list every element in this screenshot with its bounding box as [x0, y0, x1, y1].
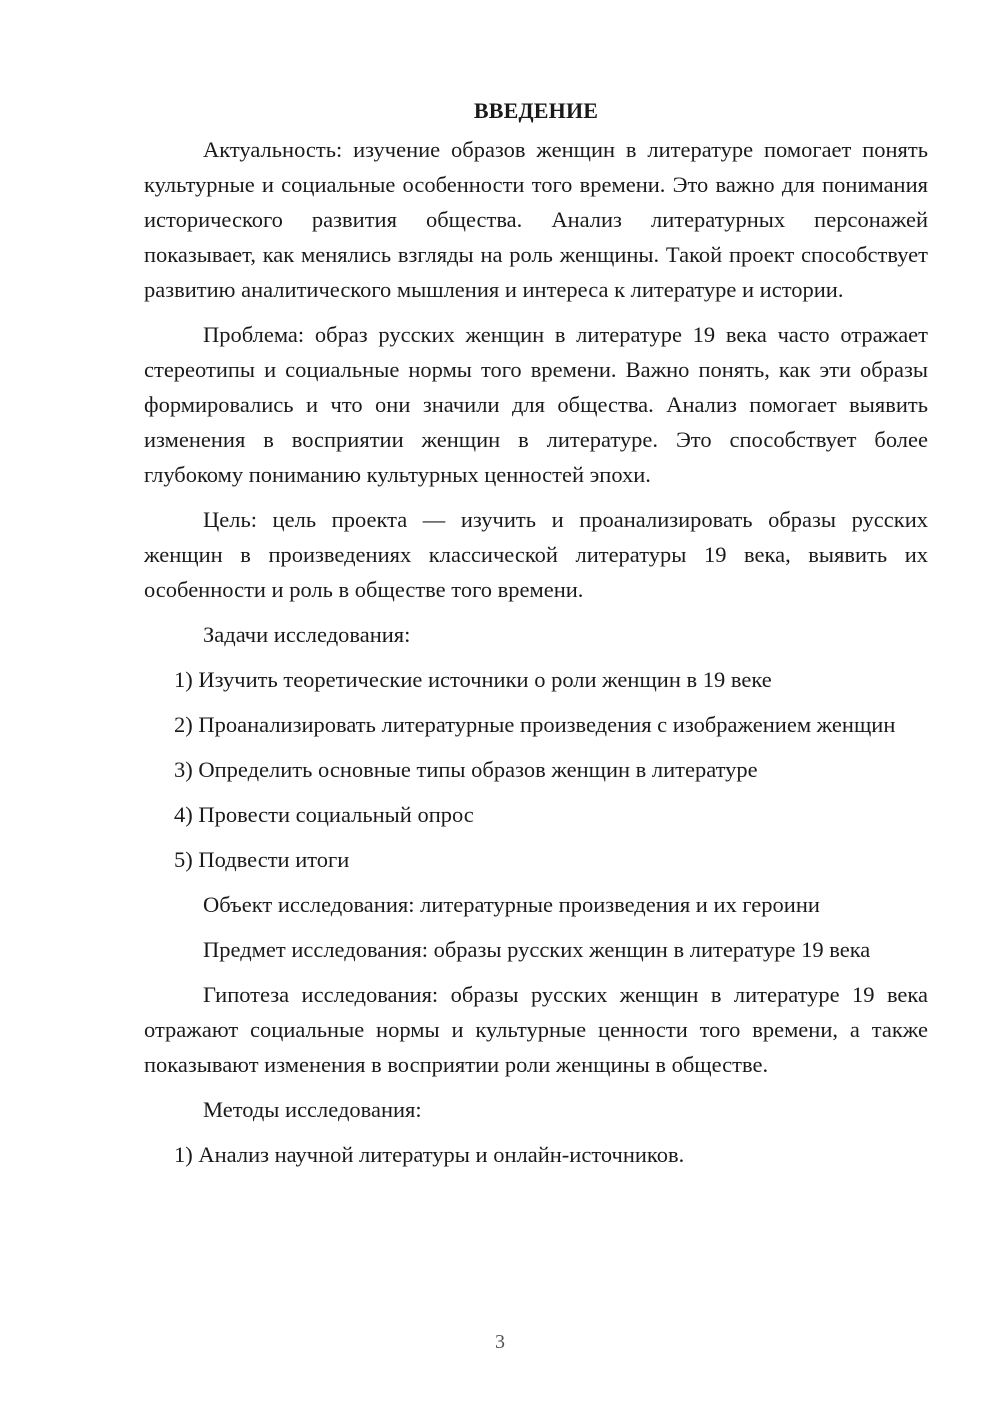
hypothesis-paragraph: Гипотеза исследования: образы русских женщин в литературе 19 века отражают социальные нормы и культурные ценности того времени, а также показывают изменения в восприятии роли женщины в обществе. — [144, 982, 928, 1077]
task-item: 1) Изучить теоретические источники о роли женщин в 19 веке — [174, 667, 772, 692]
subject-paragraph: Предмет исследования: образы русских женщин в литературе 19 века — [203, 937, 871, 962]
section-heading: ВВЕДЕНИЕ — [473, 98, 599, 123]
relevance-paragraph: Актуальность: изучение образов женщин в литературе помогает понять культурные и социальные особенности того времени. Это важно для понимания исторического развития общества. Анализ литературных персонажей показывает, как менялись взгляды на роль женщины. Такой проект способствует развитию аналитического мышления и интереса к литературе и истории. — [144, 137, 928, 302]
task-item: 2) Проанализировать литературные произведения с изображением женщин — [174, 712, 896, 737]
task-item: 4) Провести социальный опрос — [174, 802, 474, 827]
document-page — [144, 93, 928, 1182]
tasks-heading: Задачи исследования: — [203, 622, 411, 647]
problem-paragraph: Проблема: образ русских женщин в литературе 19 века часто отражает стереотипы и социальные нормы того времени. Важно понять, как эти образы формировались и что они значили для общества. Анализ помогает выявить изменения в восприятии женщин в литературе. Это способствует более глубокому пониманию культурных ценностей эпохи. — [144, 322, 928, 487]
method-item: 1) Анализ научной литературы и онлайн-источников. — [174, 1142, 685, 1167]
page-number: 3 — [495, 1331, 505, 1353]
methods-heading: Методы исследования: — [203, 1097, 422, 1122]
goal-paragraph: Цель: цель проекта — изучить и проанализировать образы русских женщин в произведениях классической литературы 19 века, выявить их особенности и роль в обществе того времени. — [144, 507, 928, 602]
object-paragraph: Объект исследования: литературные произведения и их героини — [203, 892, 820, 917]
task-item: 3) Определить основные типы образов женщин в литературе — [174, 757, 758, 782]
task-item: 5) Подвести итоги — [174, 847, 350, 872]
